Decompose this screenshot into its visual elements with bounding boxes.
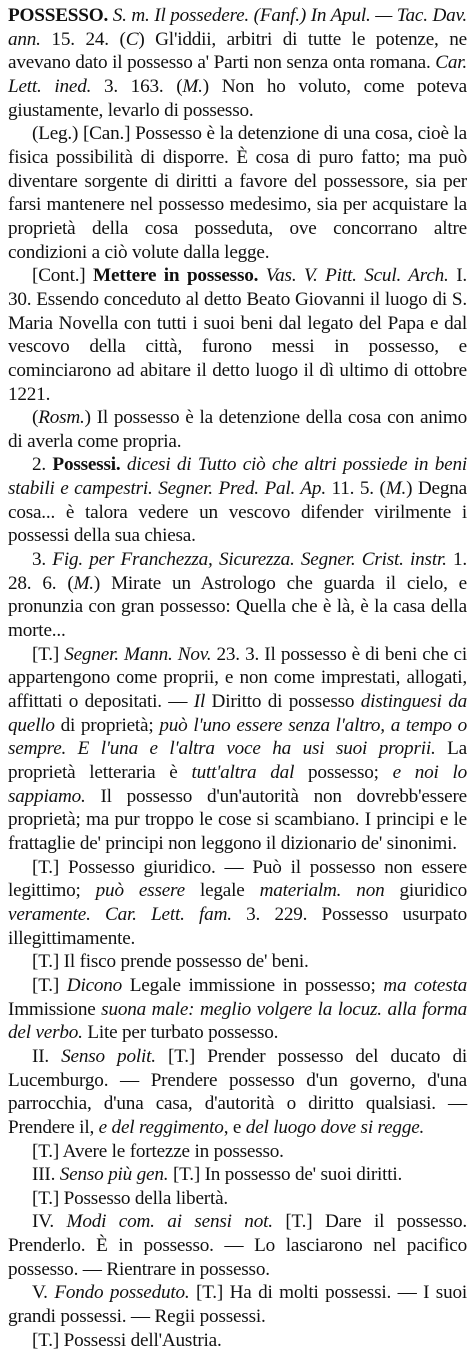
text-run: 1. 28. 6. (	[8, 549, 467, 594]
italic-run: e del reggimento	[98, 1116, 224, 1138]
text-run: 3. 229. Possesso usurpato illegittimamente.	[8, 903, 467, 949]
text-run: [T.] Il fisco prende possesso de' beni.	[32, 951, 309, 973]
entry-paragraph	[8, 548, 467, 643]
italic-run: Fondo posseduto.	[54, 1282, 190, 1304]
text-run: ) Gl'iddii, arbitri di tutte le potenze, ne avevano dato il possesso a' Parti non senza onta romana.	[8, 28, 467, 74]
text-run: V.	[32, 1282, 55, 1304]
text-run: I. 30. Essendo conceduto al detto Beato Giovanni il luogo di S. Maria Novella con tutti i suoi beni dal legato del Papa e dal vescovo della città, furono messi in possesso, e cominciarono ad abitare il detto luogo il dì ultimo di ottobre 1221.	[8, 265, 467, 405]
italic-run: tutt'altra dal	[191, 762, 295, 783]
text-run: La proprietà letteraria è	[8, 738, 467, 783]
text-run: III.	[32, 1164, 60, 1186]
text-run: ) Il possesso è la detenzione della cosa con animo di averla come propria.	[8, 407, 467, 452]
italic-run: M.	[73, 572, 94, 594]
italic-run: Fig. per Franchezza, Sicurezza. Segner. Crist. instr.	[52, 549, 447, 571]
italic-run: ma cotesta	[383, 974, 467, 996]
entry-paragraph	[8, 1329, 467, 1353]
italic-run: suona male: meglio volgere la locuz. alla forma del verbo.	[8, 998, 468, 1044]
text-run: 3.	[32, 549, 53, 571]
entry-paragraph	[8, 950, 467, 974]
text-run: giuridico	[384, 880, 467, 902]
italic-run: Senso più gen.	[59, 1164, 169, 1186]
italic-run: Car. Lett. ined.	[8, 52, 467, 97]
text-run: , e	[223, 1116, 246, 1138]
entry-paragraph	[8, 1281, 467, 1328]
text-run: [T.] Dare il possesso. Prenderlo. È in possesso. — Lo lasciarono nel pacifico possesso. — Rientrare in possesso.	[8, 1211, 467, 1280]
text-run: ) Degna cosa... è talora vedere un vescovo difender virilmente i possessi della sua chiesa.	[8, 478, 467, 547]
italic-run: M.	[385, 478, 407, 500]
entry-paragraph	[8, 643, 467, 856]
italic-run: Modi com. ai sensi not.	[66, 1211, 273, 1233]
text-run: Diritto di possesso	[205, 691, 361, 713]
text-run: [T.] Prender possesso del ducato di Lucemburgo. — Prendere possesso d'un governo, d'una parrocchia, d'una casa, d'autorità o diritto qualsiasi. — Prendere il,	[8, 1045, 467, 1138]
italic-run: materialm. non	[259, 880, 385, 902]
text-run: legale	[184, 880, 260, 902]
entry-paragraph	[8, 406, 467, 453]
entry-paragraph	[8, 1140, 467, 1164]
entry-heading-paragraph	[8, 4, 467, 122]
text-run: [T.]	[32, 974, 67, 996]
entry-paragraph	[8, 1210, 467, 1281]
italic-run: del luogo dove si regge.	[245, 1116, 425, 1138]
text-run: di proprietà;	[54, 714, 160, 736]
italic-run: dicesi di Tutto ciò che altri possiede in beni stabili e campestri. Segner. Pred. Pal. Ap.	[8, 454, 467, 500]
italic-run: distinguesi da quello	[8, 691, 467, 736]
text-run: [T.]	[32, 643, 65, 665]
text-run: [T.] In possesso de' suoi diritti.	[168, 1164, 403, 1186]
text-run: [T.] Avere le fortezze in possesso.	[32, 1140, 284, 1162]
text-run: 23. 3. Il possesso è di beni che ci appartengono come proprii, e non come imprestati, allogati, affittati o depositati. —	[8, 643, 467, 713]
italic-run: veramente. Car. Lett. fam.	[8, 903, 232, 925]
entry-paragraph	[8, 1187, 467, 1211]
italic-run: può essere	[95, 880, 185, 902]
text-run: [Cont.]	[32, 265, 94, 287]
entry-paragraph	[8, 453, 467, 548]
italic-run: Rosm.	[38, 407, 85, 429]
text-run: II.	[32, 1045, 62, 1067]
text-run: Il possesso d'un'autorità non dovrebb'essere proprietà; ma pur troppo le cose si scambiano. I principi e le frattaglie de' principi non leggono il dizionario de' sinonimi.	[8, 785, 467, 854]
italic-run: Segner. Mann. Nov.	[64, 643, 212, 665]
italic-run: può l'uno essere senza l'altro, a tempo o sempre. E l'una e l'altra voce ha usi suoi proprii.	[8, 714, 468, 760]
text-run: (Leg.) [Can.] Possesso è la detenzione di una cosa, cioè la fisica possibilità di disporre. È cosa di puro fatto; ma può diventare sorgente di diritti a favore del possessore, sia per farsi mantenere nel possesso medesimo, sia per acquistare la proprietà della cosa posseduta, ove concorrano altre condizioni a ciò volute dalla legge.	[8, 123, 467, 263]
italic-run: Il	[193, 691, 206, 713]
bold-run: Mettere in possesso.	[93, 265, 259, 287]
bold-run: POSSESSO.	[8, 5, 109, 26]
text-run	[258, 265, 266, 286]
italic-run: Dicono	[66, 974, 123, 996]
text-run: 2.	[32, 454, 53, 476]
text-run: ) Non ho voluto, come poteva giustamente, levarlo di possesso.	[8, 75, 468, 121]
entry-paragraph	[8, 974, 467, 1045]
text-run: 3. 163. (	[91, 75, 183, 97]
entry-paragraph	[8, 1045, 467, 1140]
text-run: 11. 5. (	[325, 478, 386, 500]
text-run: possesso;	[294, 762, 393, 783]
text-run: Immissione	[8, 998, 102, 1020]
text-run: [T.] Ha di molti possessi. — I suoi grandi possessi. — Regii possessi.	[8, 1282, 467, 1328]
italic-run: Vas. V. Pitt. Scul. Arch.	[265, 265, 449, 287]
entry-paragraph	[8, 122, 467, 264]
text-run: Legale immissione in possesso;	[122, 974, 384, 996]
text-run: IV.	[32, 1211, 67, 1233]
entry-paragraph	[8, 264, 467, 406]
text-run: [T.] Possesso della libertà.	[32, 1187, 228, 1209]
text-run: [T.] Possessi dell'Austria.	[32, 1329, 222, 1351]
entry-paragraph	[8, 1163, 467, 1187]
text-run: ) Mirate un Astrologo che guarda il cielo, e pronunzia con gran possesso: Quella che è là, è la casa della morte...	[8, 572, 467, 642]
text-run: (	[32, 407, 39, 429]
italic-run: S. m. Il possedere. (Fanf.) In Apul. — Tac. Dav. ann.	[8, 5, 467, 50]
bold-run: Possessi.	[52, 454, 121, 476]
italic-run: M.	[182, 75, 203, 97]
italic-run: Senso polit.	[61, 1045, 156, 1067]
italic-run: e noi lo sappiamo.	[8, 762, 467, 807]
entry-paragraph	[8, 856, 467, 951]
italic-run: C	[125, 28, 139, 50]
text-run: [T.] Possesso giuridico. — Può il possesso non essere legittimo;	[8, 856, 467, 902]
text-run: 15. 24. (	[40, 28, 126, 50]
text-run: Lite per turbato possesso.	[82, 1022, 279, 1044]
